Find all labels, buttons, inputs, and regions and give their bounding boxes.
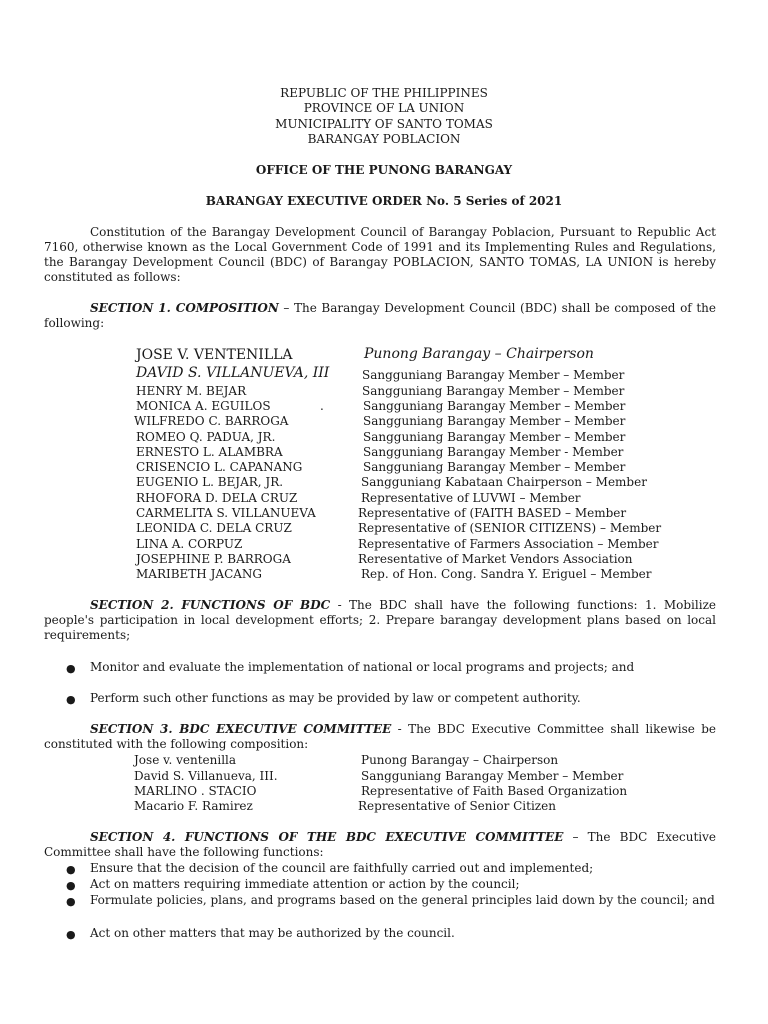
bullet-icon: ● [66, 928, 76, 941]
section4-heading: SECTION 4. FUNCTIONS OF THE BDC EXECUTIVE COMMITTEE [90, 830, 564, 844]
member-role: Representative of Farmers Association – Member [358, 537, 659, 551]
member-role: Sangguniang Barangay Member – Member [363, 414, 626, 428]
member-role: Sangguniang Kabataan Chairperson – Member [361, 475, 647, 489]
section2-bullet: Perform such other functions as may be provided by law or competent authority. [90, 691, 581, 705]
committee-member-name: David S. Villanueva, III. [134, 769, 278, 783]
section3-text: - The BDC Executive Committee shall likewise be constituted with the following composition: [44, 722, 716, 751]
header-municipality: MUNICIPALITY OF SANTO TOMAS [275, 117, 493, 131]
section3-paragraph [44, 722, 716, 752]
header-republic: REPUBLIC OF THE PHILIPPINES [280, 86, 488, 100]
member-role: Representative of LUVWI – Member [361, 491, 581, 505]
member-name: JOSEPHINE P. BARROGA [136, 552, 291, 566]
section4-bullet: Formulate policies, plans, and programs based on the general principles laid down by the council; and [90, 893, 715, 907]
section4-bullet: Ensure that the decision of the council are faithfully carried out and implemented; [90, 861, 594, 875]
member-role: Sangguniang Barangay Member – Member [362, 368, 625, 382]
bullet-icon: ● [66, 879, 76, 892]
member-name: JOSE V. VENTENILLA [136, 347, 293, 363]
section1-heading: SECTION 1. COMPOSITION [90, 301, 279, 315]
member-role: Sangguniang Barangay Member – Member [363, 399, 626, 413]
header-province: PROVINCE OF LA UNION [303, 101, 465, 115]
member-role: Reresentative of Market Vendors Association [358, 552, 633, 566]
bullet-icon: ● [66, 895, 76, 908]
member-name: MARIBETH JACANG [136, 567, 262, 581]
section2-heading: SECTION 2. FUNCTIONS OF BDC [90, 598, 331, 612]
section4-bullet: Act on matters requiring immediate attention or action by the council; [90, 877, 520, 891]
committee-member-role: Representative of Senior Citizen [358, 799, 556, 813]
member-role: Representative of (SENIOR CITIZENS) – Member [358, 521, 662, 535]
bullet-icon: ● [66, 693, 76, 706]
member-name: MONICA A. EGUILOS [136, 399, 271, 413]
member-name: ROMEO Q. PADUA, JR. [136, 430, 276, 444]
member-role: Representative of (FAITH BASED – Member [358, 506, 627, 520]
committee-member-role: Punong Barangay – Chairperson [361, 753, 559, 767]
member-role: Sangguniang Barangay Member – Member [363, 430, 626, 444]
committee-member-name: Macario F. Ramirez [134, 799, 253, 813]
committee-member-name: Jose v. ventenilla [134, 753, 237, 767]
section1-paragraph [44, 301, 716, 331]
section1-text: – The Barangay Development Council (BDC) shall be composed of the following: [44, 301, 716, 330]
section4-bullet: Act on other matters that may be authorized by the council. [90, 926, 455, 940]
member-role: Sangguniang Barangay Member - Member [363, 445, 624, 459]
member-name: CARMELITA S. VILLANUEVA [136, 506, 316, 520]
member-name: WILFREDO C. BARROGA [134, 414, 289, 428]
member-name: CRISENCIO L. CAPANANG [136, 460, 303, 474]
committee-member-role: Representative of Faith Based Organization [361, 784, 628, 798]
stray-dot: . [320, 399, 324, 413]
member-name: ERNESTO L. ALAMBRA [136, 445, 283, 459]
member-name: DAVID S. VILLANUEVA, III [136, 365, 330, 381]
section4-paragraph [44, 830, 716, 860]
office-title: OFFICE OF THE PUNONG BARANGAY [255, 163, 513, 177]
member-role: Sangguniang Barangay Member – Member [362, 384, 625, 398]
section2-paragraph [44, 598, 716, 643]
member-role: Punong Barangay – Chairperson [364, 346, 594, 362]
member-role: Sangguniang Barangay Member – Member [363, 460, 626, 474]
member-name: EUGENIO L. BEJAR, JR. [136, 475, 284, 489]
bullet-icon: ● [66, 863, 76, 876]
header-barangay: BARANGAY POBLACION [307, 132, 461, 146]
order-title: BARANGAY EXECUTIVE ORDER No. 5 Series of 2021 [205, 194, 563, 208]
section4-text: – The BDC Executive Committee shall have the following functions: [44, 830, 716, 859]
section2-text: - The BDC shall have the following functions: 1. Mobilize people's participation in local development efforts; 2. Prepare barangay development plans based on local requirements; [44, 598, 716, 642]
committee-member-role: Sangguniang Barangay Member – Member [361, 769, 624, 783]
committee-member-name: MARLINO . STACIO [134, 784, 257, 798]
section3-heading: SECTION 3. BDC EXECUTIVE COMMITTEE [90, 722, 392, 736]
member-role: Rep. of Hon. Cong. Sandra Y. Eriguel – Member [361, 567, 652, 581]
intro-paragraph: Constitution of the Barangay Development Council of Barangay Poblacion, Pursuant to Republic Act 7160, otherwise known as the Local Government Code of 1991 and its Implementing Rules and Regulations, the Barangay Development Council (BDC) of Barangay POBLACION, SANTO TOMAS, LA UNION is hereby constituted as follows: [44, 225, 716, 284]
member-name: RHOFORA D. DELA CRUZ [136, 491, 298, 505]
member-name: HENRY M. BEJAR [136, 384, 247, 398]
member-name: LINA A. CORPUZ [136, 537, 243, 551]
bullet-icon: ● [66, 662, 76, 675]
member-name: LEONIDA C. DELA CRUZ [136, 521, 292, 535]
section2-bullet: Monitor and evaluate the implementation of national or local programs and projects; and [90, 660, 635, 674]
